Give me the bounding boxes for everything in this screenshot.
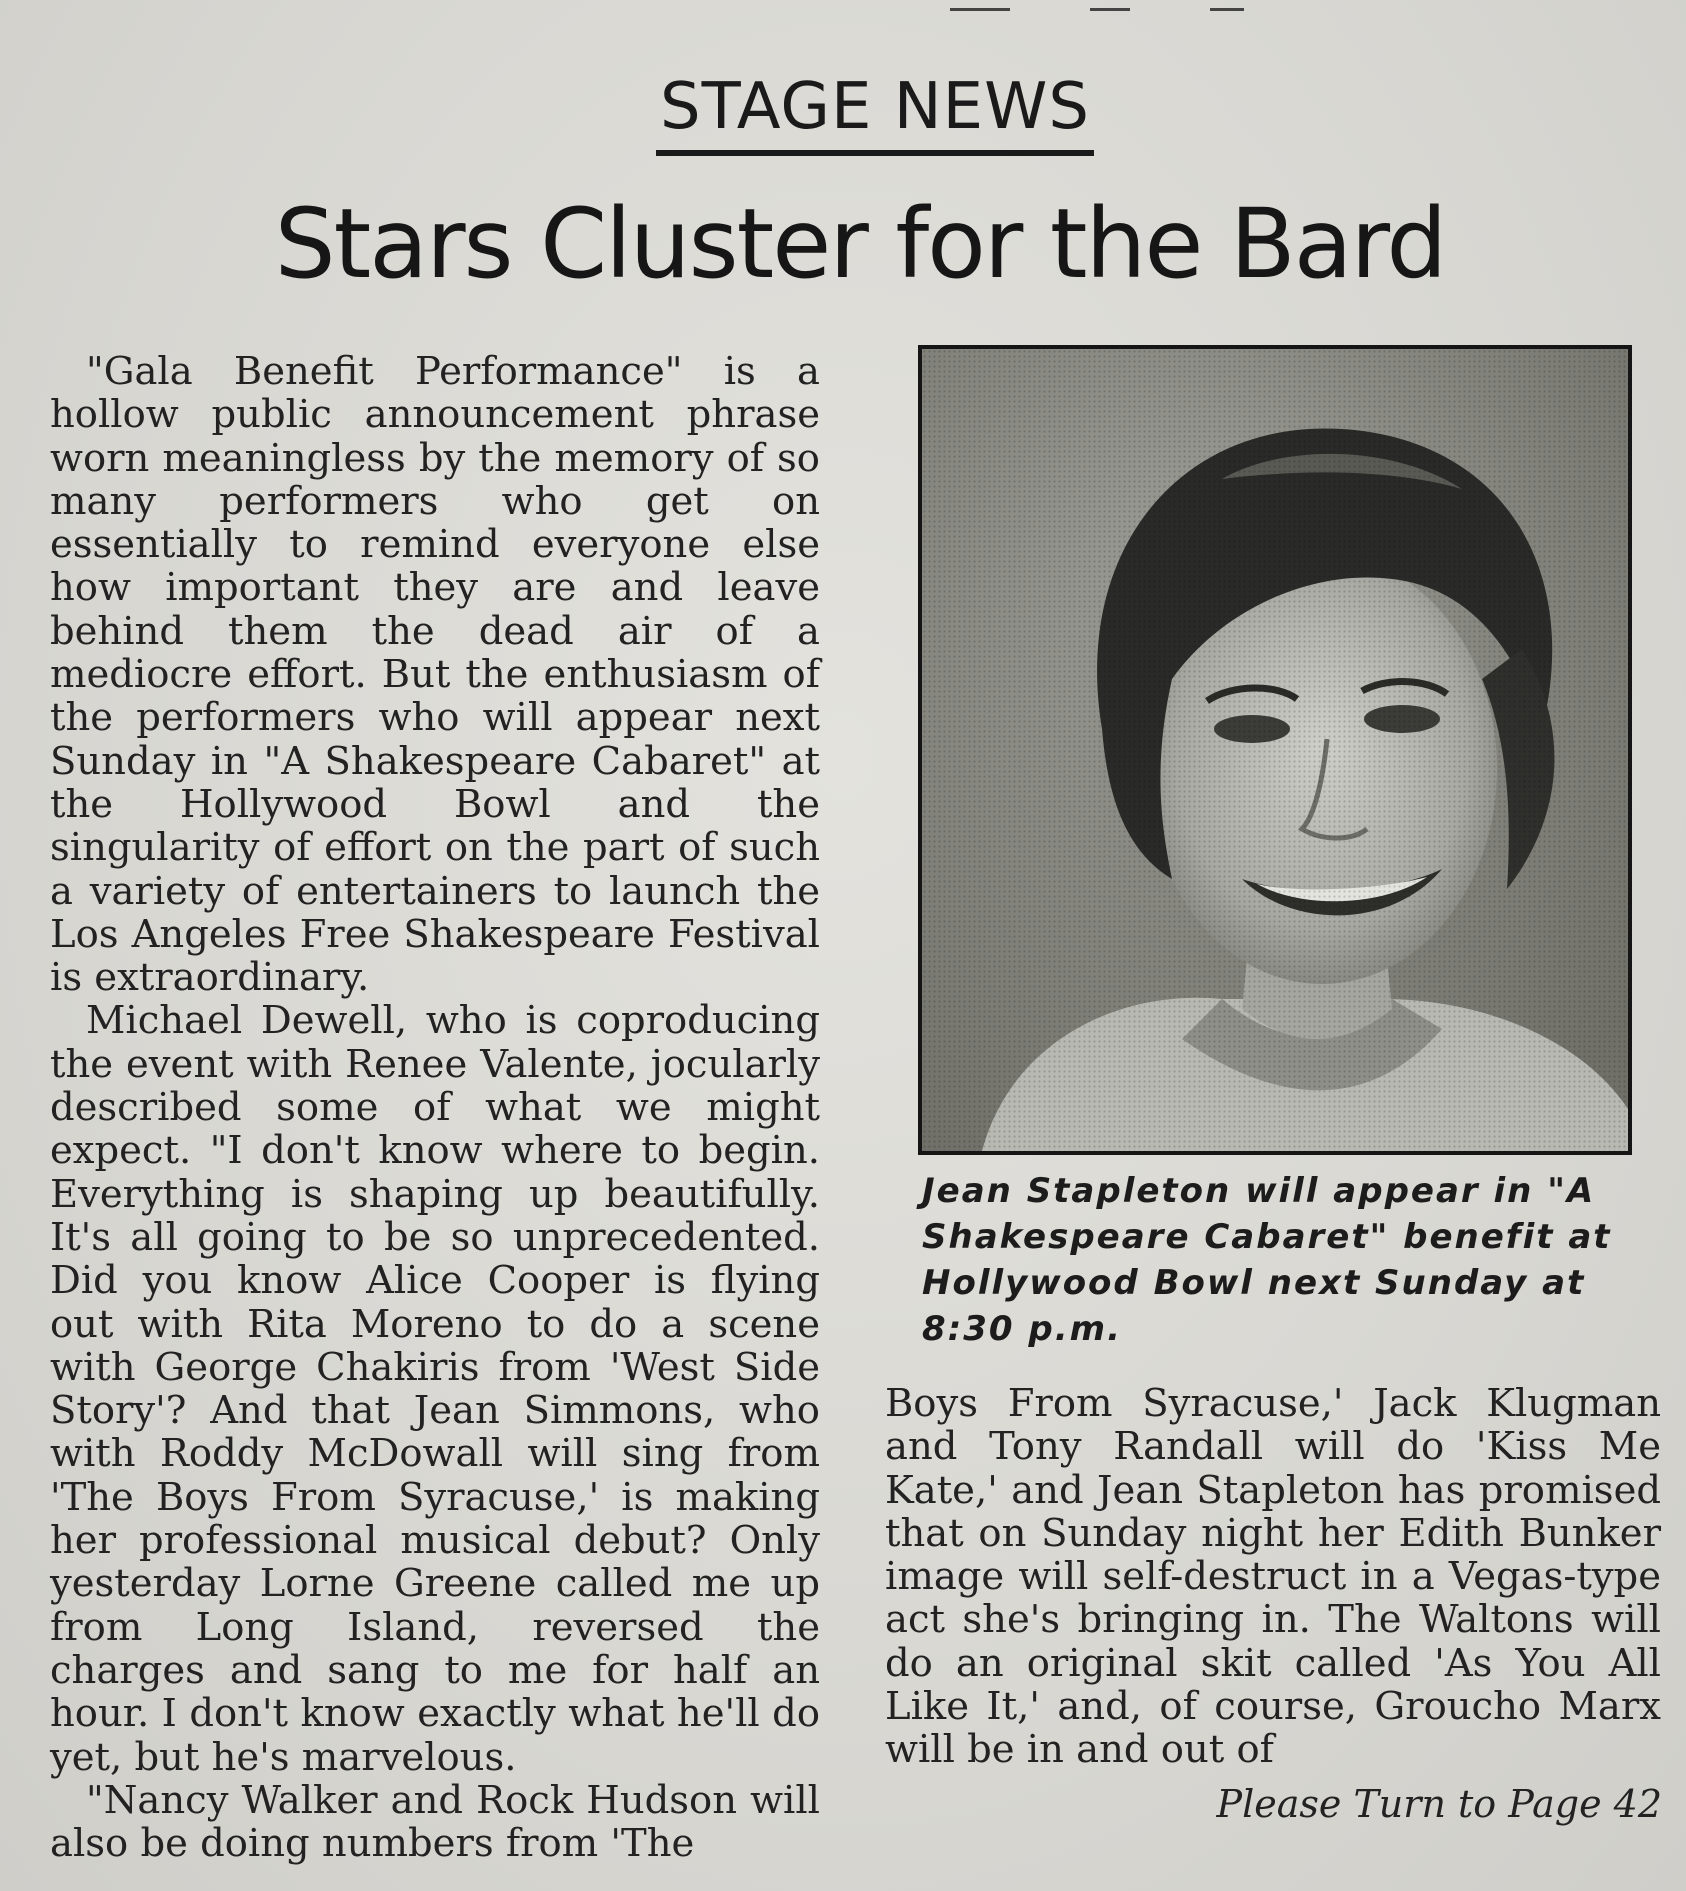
article-paragraph: Boys From Syracuse,' Jack Klugman and Tony Randall will do 'Kiss Me Kate,' and Jean Stapleton has promised that on Sunday night her Edith Bunker image will self-destruct in a Vegas-type act she's bringing in. The Waltons will do an original skit called 'As You All Like It,' and, of course, Groucho Marx will be in and out of bbox=[885, 1381, 1661, 1773]
continuation-note: Please Turn to Page 42 bbox=[1216, 1782, 1662, 1826]
headline: Stars Cluster for the Bard bbox=[274, 188, 1446, 300]
page-edge-marks bbox=[930, 0, 1250, 16]
photo-caption: Jean Stapleton will appear in "A Shakespeare Cabaret" benefit at Hollywood Bowl next Sunday at 8:30 p.m. bbox=[922, 1171, 1612, 1349]
article-paragraph: "Nancy Walker and Rock Hudson will also be doing numbers from 'The bbox=[50, 1777, 820, 1867]
article-column-right bbox=[885, 1382, 1661, 1772]
article-paragraph: Michael Dewell, who is coproducing the event with Renee Valente, jocularly described some of what we might expect. "I don't know where to begin. Everything is shaping up beautifully. It's all going to be so unprecedented. Did you know Alice Cooper is flying out with Rita Moreno to do a scene with George Chakiris from 'West Side Story'? And that Jean Simmons, who with Roddy McDowall will sing from 'The Boys From Syracuse,' is making her professional musical debut? Only yesterday Lorne Greene called me up from Long Island, reversed the charges and sang to me for half an hour. I don't know exactly what he'll do yet, but he's marvelous. bbox=[50, 998, 820, 1780]
portrait-photo bbox=[918, 345, 1632, 1155]
article-column-left bbox=[50, 350, 820, 1865]
article-paragraph: "Gala Benefit Performance" is a hollow public announcement phrase worn meaningless by the memory of so many performers who get on essentially to remind everyone else how important they are and leave behind them the dead air of a mediocre effort. But the enthusiasm of the performers who will appear next Sunday in "A Shakespeare Cabaret" at the Hollywood Bowl and the singularity of effort on the part of such a variety of entertainers to launch the Los Angeles Free Shakespeare Festival is extraordinary. bbox=[50, 349, 820, 1001]
section-label-text: STAGE NEWS bbox=[656, 70, 1094, 156]
section-label bbox=[0, 70, 1686, 156]
portrait-illustration bbox=[922, 349, 1628, 1151]
